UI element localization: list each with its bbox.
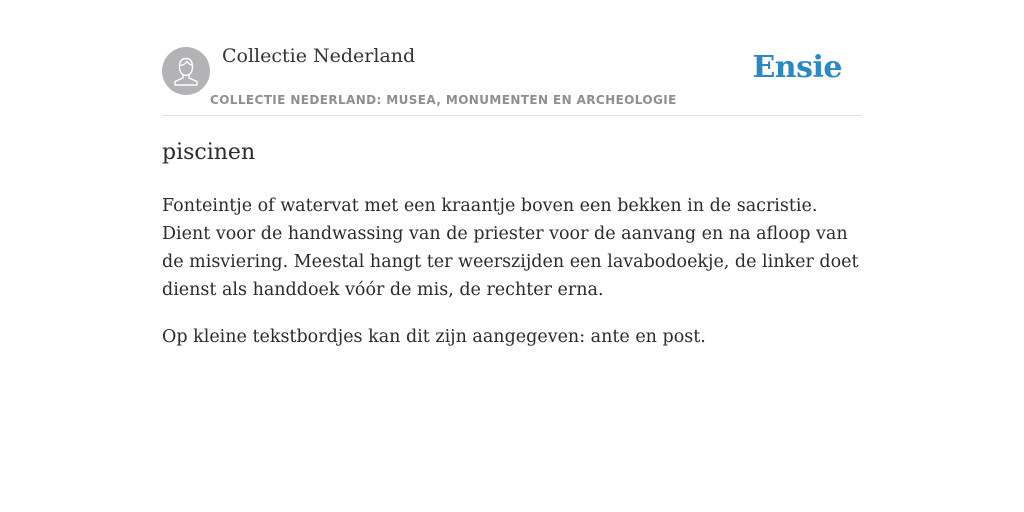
page-container	[162, 0, 862, 347]
author-name[interactable]: Collectie Nederland	[222, 45, 416, 67]
entry-paragraph: Fonteintje of watervat met een kraantje boven een bekken in de sacristie. Dient voor de handwassing van de priester voor de aanvang en na afloop van de misviering. Meestal hangt ter weerszijden een lavabodoekje, de linker doet dienst als handdoek vóór de mis, de rechter erna.	[162, 196, 859, 300]
user-icon	[162, 47, 210, 95]
entry-paragraph: Op kleine tekstbordjes kan dit zijn aangegeven: ante en post.	[162, 327, 706, 347]
author-subtitle: COLLECTIE NEDERLAND: MUSEA, MONUMENTEN EN ARCHEOLOGIE	[210, 93, 677, 107]
entry-title: piscinen	[162, 140, 256, 165]
entry-body	[162, 192, 862, 370]
author-header	[162, 0, 862, 116]
author-avatar[interactable]	[162, 47, 210, 95]
ensie-logo[interactable]: Ensie	[752, 50, 842, 85]
